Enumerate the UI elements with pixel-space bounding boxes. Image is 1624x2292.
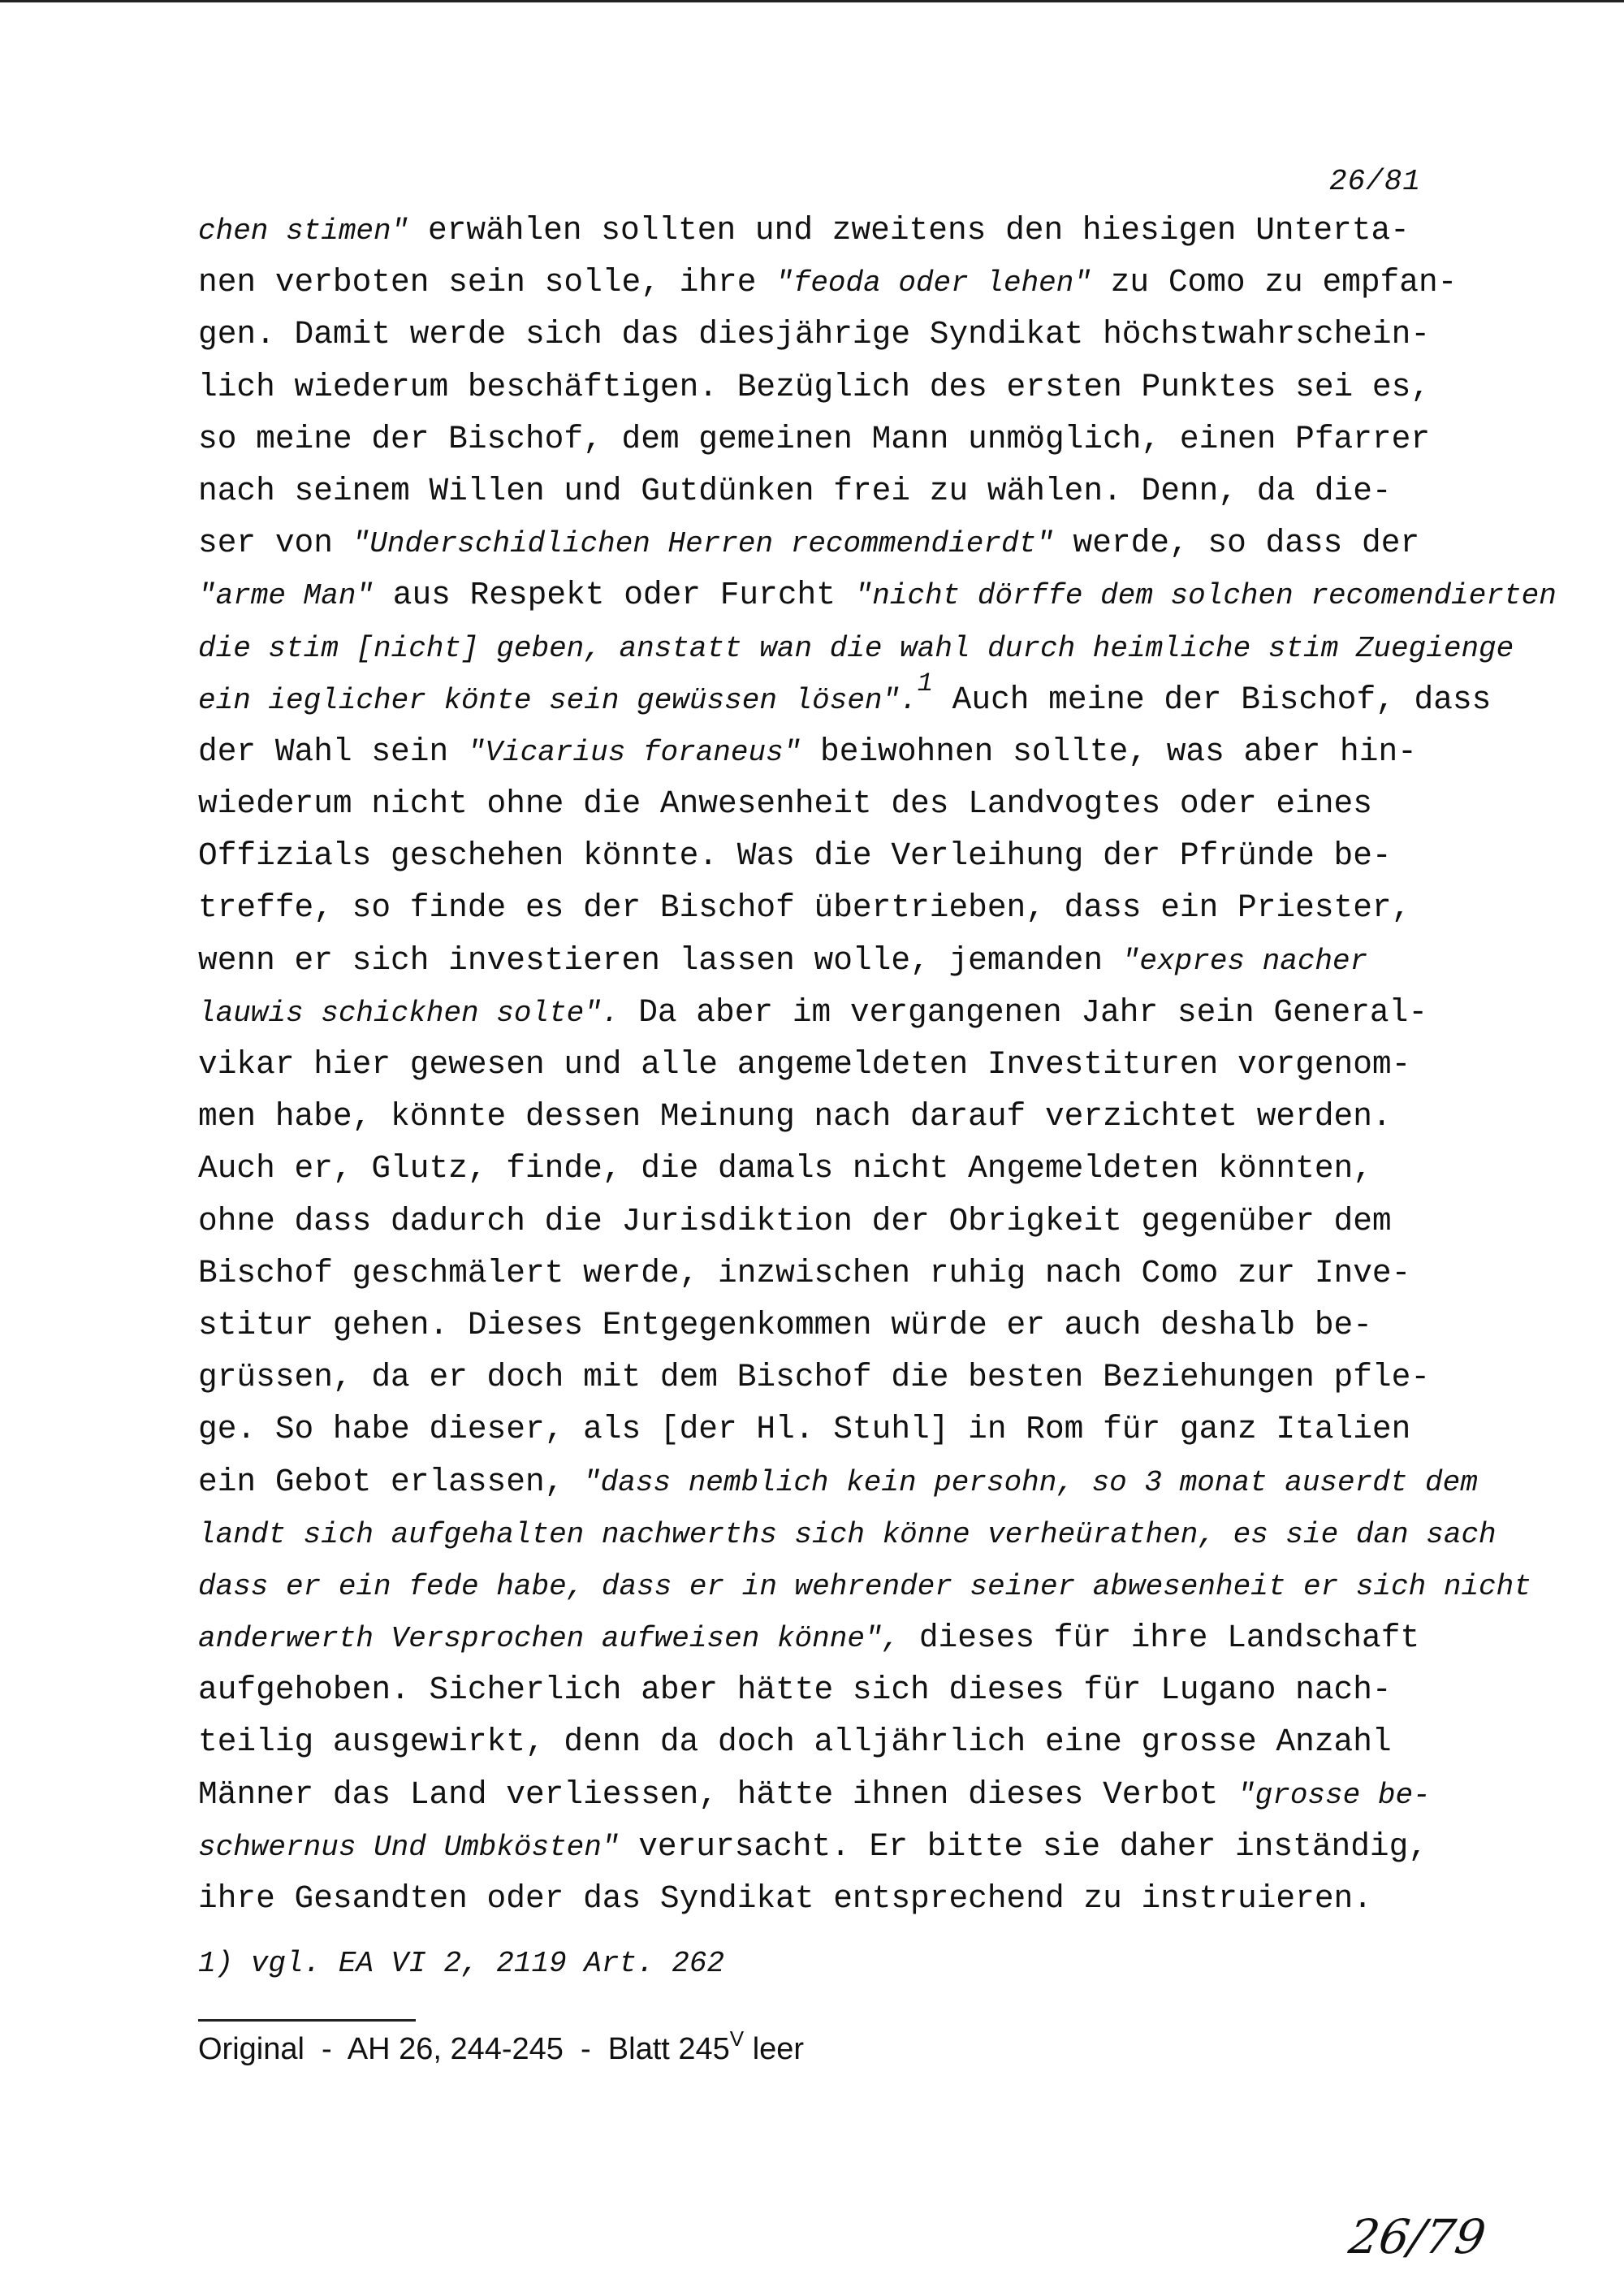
quoted-text: "grosse be-: [1237, 1778, 1431, 1812]
text-line: [198, 309, 1462, 361]
text-line: [198, 361, 1462, 413]
text-segment: treffe, so finde es der Bischof übertrieben, dass ein Priester,: [198, 889, 1411, 927]
text-line: [198, 1508, 1497, 1560]
quoted-text: chen stimen": [198, 214, 409, 248]
text-line: [198, 830, 1462, 882]
text-line: [198, 1716, 1462, 1768]
quoted-text: "arme Man": [198, 579, 374, 613]
top-border-line: [0, 0, 1624, 2]
text-line: [198, 1143, 1462, 1195]
text-segment: teilig ausgewirkt, denn da doch alljährlich eine grosse Anzahl: [198, 1723, 1392, 1761]
page-number: 26/81: [1328, 165, 1421, 198]
text-segment: aus Respekt oder Furcht: [374, 577, 855, 614]
text-segment: Da aber im vergangenen Jahr sein General-: [619, 993, 1428, 1031]
text-line: [198, 1821, 1462, 1873]
text-segment: ohne dass dadurch die Jurisdiktion der Obrigkeit gegenüber dem: [198, 1202, 1392, 1239]
text-segment: wenn er sich investieren lassen wolle, jemanden: [198, 941, 1122, 979]
text-segment: Auch meine der Bischof, dass: [932, 681, 1492, 718]
text-line: [198, 257, 1462, 309]
quoted-text: "dass nemblich kein persohn, so 3 monat auserdt dem: [583, 1465, 1478, 1499]
text-line: [198, 1248, 1462, 1300]
text-segment: men habe, könnte dessen Meinung nach darauf verzichtet werden.: [198, 1098, 1392, 1135]
text-segment: dieses für ihre Landschaft: [900, 1620, 1420, 1657]
text-segment: ihre Gesandten oder das Syndikat entsprechend zu instruieren.: [198, 1880, 1372, 1917]
text-segment: Auch er, Glutz, finde, die damals nicht Angemeldeten könnten,: [198, 1150, 1372, 1187]
text-segment: ein Gebot erlassen,: [198, 1463, 584, 1500]
text-line: [198, 1091, 1462, 1143]
text-line: [198, 1351, 1462, 1403]
quoted-text: lauwis schickhen solte".: [198, 996, 620, 1030]
text-line: [198, 1456, 1478, 1508]
text-line: [198, 1039, 1462, 1091]
footnote-marker: 1: [917, 668, 933, 698]
quoted-text: ein ieglicher könte sein gewüssen lösen".: [198, 683, 918, 717]
footnote-divider: [198, 2019, 416, 2022]
text-segment: aufgehoben. Sicherlich aber hätte sich dieses für Lugano nach-: [198, 1671, 1392, 1709]
source-reference: [198, 2026, 805, 2067]
text-segment: wiederum nicht ohne die Anwesenheit des Landvogtes oder eines: [198, 785, 1372, 823]
text-segment: lich wiederum beschäftigen. Bezüglich des ersten Punktes sei es,: [198, 368, 1431, 405]
footnote: 1) vgl. EA VI 2, 2119 Art. 262: [198, 1947, 725, 1980]
text-segment: zu Como zu empfan-: [1091, 264, 1458, 301]
quoted-text: die stim [nicht] geben, anstatt wan die wahl durch heimliche stim Zuegienge: [198, 631, 1514, 665]
text-segment: stitur gehen. Dieses Entgegenkommen würde er auch deshalb be-: [198, 1306, 1372, 1343]
quoted-text: schwernus Und Umbkösten": [198, 1830, 620, 1864]
text-segment: gen. Damit werde sich das diesjährige Syndikat höchstwahrschein-: [198, 316, 1431, 353]
quoted-text: landt sich aufgehalten nachwerths sich könne verheürathen, es sie dan sach: [198, 1517, 1497, 1551]
text-line: [198, 1196, 1462, 1248]
text-segment: der Wahl sein: [198, 733, 468, 770]
text-line: [198, 1403, 1462, 1455]
text-segment: nach seinem Willen und Gutdünken frei zu wählen. Denn, da die-: [198, 472, 1392, 509]
text-line: [198, 622, 1514, 674]
quoted-text: dass er ein fede habe, dass er in wehrender seiner abwesenheit er sich nicht: [198, 1569, 1531, 1603]
text-line: [198, 1612, 1462, 1664]
text-line: [198, 1300, 1462, 1351]
quoted-text: anderwerth Versprochen aufweisen könne",: [198, 1622, 901, 1656]
text-segment: so meine der Bischof, dem gemeinen Mann unmöglich, einen Pfarrer: [198, 420, 1431, 457]
text-segment: grüssen, da er doch mit dem Bischof die besten Beziehungen pfle-: [198, 1359, 1431, 1396]
quoted-text: "Vicarius foraneus": [467, 735, 801, 769]
text-line: [198, 1873, 1462, 1925]
text-line: [198, 1664, 1462, 1716]
handwritten-page-number-text: 26/79: [1345, 2209, 1489, 2264]
text-segment: erwählen sollten und zweitens den hiesigen Unterta-: [408, 212, 1410, 249]
text-line: [198, 882, 1462, 934]
text-line: [198, 987, 1462, 1039]
text-line: [198, 1769, 1462, 1821]
quoted-text: "expres nacher: [1121, 944, 1368, 978]
text-line: [198, 569, 1557, 621]
text-segment: beiwohnen sollte, was aber hin-: [801, 733, 1417, 770]
text-segment: ge. So habe dieser, als [der Hl. Stuhl] in Rom für ganz Italien: [198, 1411, 1411, 1448]
text-line: [198, 935, 1462, 987]
text-line: [198, 413, 1462, 465]
source-suffix: leer: [744, 2032, 805, 2066]
source-text: Original - AH 26, 244-245 - Blatt 245: [198, 2032, 730, 2066]
text-segment: Bischof geschmälert werde, inzwischen ruhig nach Como zur Inve-: [198, 1254, 1411, 1291]
text-line: [198, 668, 1492, 726]
text-line: [198, 517, 1462, 569]
text-segment: nen verboten sein solle, ihre: [198, 264, 776, 301]
text-line: [198, 465, 1462, 517]
body-text: [198, 205, 1557, 1925]
text-segment: werde, so dass der: [1053, 525, 1420, 562]
text-segment: Offizials geschehen könnte. Was die Verleihung der Pfründe be-: [198, 837, 1392, 875]
text-segment: Männer das Land verliessen, hätte ihnen dieses Verbot: [198, 1775, 1238, 1813]
text-line: [198, 1560, 1531, 1612]
text-line: [198, 778, 1462, 830]
text-segment: verursacht. Er bitte sie daher inständig,: [619, 1827, 1428, 1865]
quoted-text: "feoda oder lehen": [775, 266, 1091, 301]
text-segment: ser von: [198, 525, 352, 562]
source-superscript: V: [729, 2026, 745, 2051]
quoted-text: "nicht dörffe dem solchen recomendierten: [854, 579, 1557, 613]
text-segment: vikar hier gewesen und alle angemeldeten Investituren vorgenom-: [198, 1046, 1411, 1083]
text-line: [198, 726, 1462, 778]
quoted-text: "Underschidlichen Herren recommendierdt": [352, 527, 1054, 561]
text-line: [198, 205, 1462, 257]
handwritten-page-number: [1345, 2208, 1489, 2264]
